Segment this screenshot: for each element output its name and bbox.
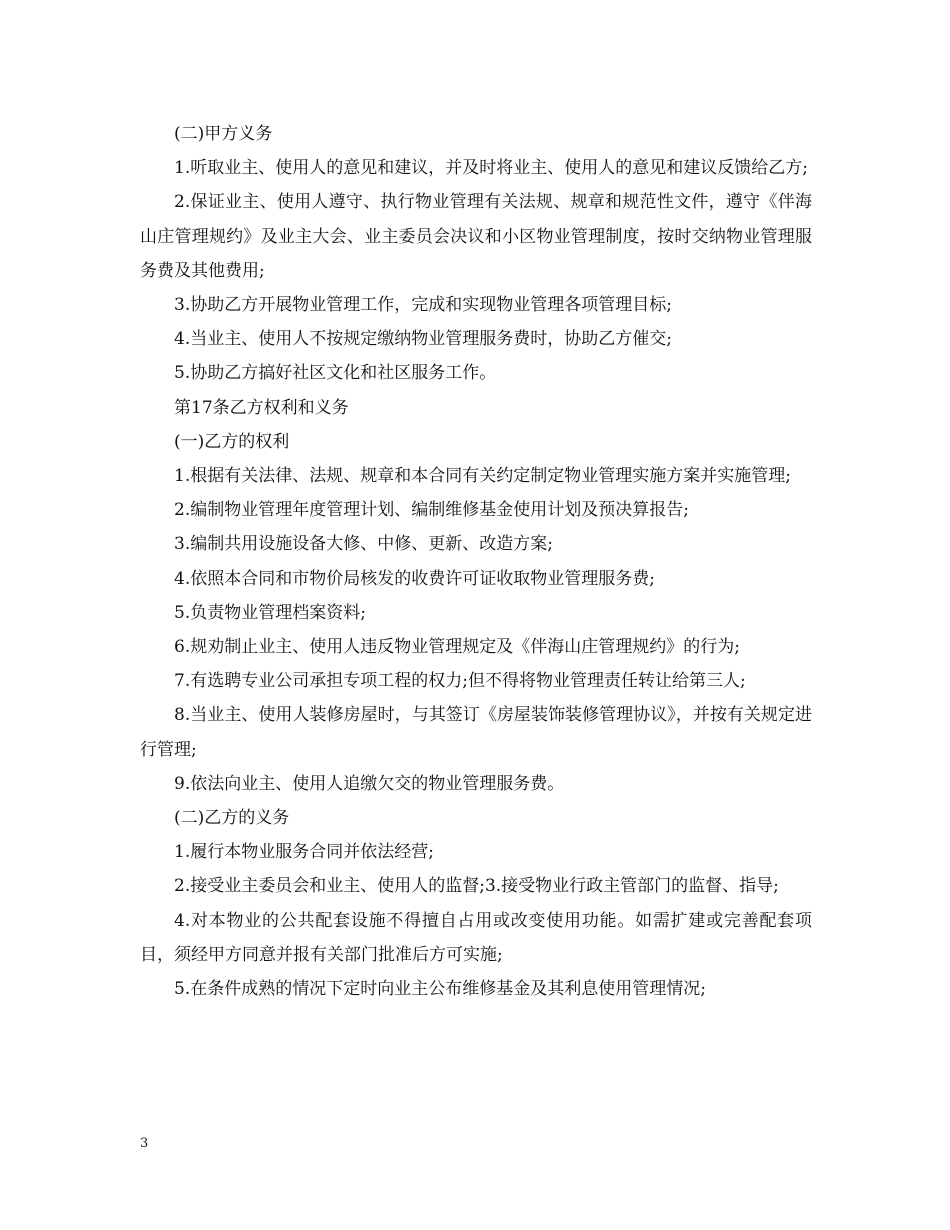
document-body [140, 117, 812, 1006]
paragraph-party-b-right-2: 2.编制物业管理年度管理计划、编制维修基金使用计划及预决算报告; [174, 500, 689, 521]
paragraph-obligations-party-a-heading: (二)甲方义务 [174, 124, 273, 144]
paragraph-party-b-right-3: 3.编制共用设施设备大修、中修、更新、改造方案; [174, 534, 553, 555]
paragraph-party-b-right-5: 5.负责物业管理档案资料; [174, 602, 366, 623]
paragraph-party-b-obligation-2-3: 2.接受业主委员会和业主、使用人的监督;3.接受物业行政主管部门的监督、指导; [174, 876, 779, 897]
paragraph-party-b-obligation-1: 1.履行本物业服务合同并依法经营; [174, 842, 434, 863]
paragraph-party-b-rights-heading: (一)乙方的权利 [174, 431, 290, 452]
paragraph-party-a-obligation-1: 1.听取业主、使用人的意见和建议，并及时将业主、使用人的意见和建议反馈给乙方; [174, 158, 808, 179]
paragraph-party-b-right-8: 8.当业主、使用人装修房屋时，与其签订《房屋装饰装修管理协议》，并按有关规定进行管理; [140, 705, 812, 760]
page-number: 3 [140, 1136, 149, 1151]
paragraph-party-b-obligations-heading: (二)乙方的义务 [174, 808, 290, 829]
paragraph-party-a-obligation-5: 5.协助乙方搞好社区文化和社区服务工作。 [174, 363, 497, 384]
paragraph-party-b-right-1: 1.根据有关法律、法规、规章和本合同有关约定制定物业管理实施方案并实施管理; [174, 466, 791, 487]
article-17-heading: 第17条乙方权利和义务 [174, 397, 349, 418]
paragraph-party-b-obligation-5: 5.在条件成熟的情况下定时向业主公布维修基金及其利息使用管理情况; [174, 979, 706, 1000]
paragraph-party-b-right-4: 4.依照本合同和市物价局核发的收费许可证收取物业管理服务费; [174, 568, 655, 589]
paragraph-party-b-right-9: 9.依法向业主、使用人追缴欠交的物业管理服务费。 [174, 773, 565, 794]
paragraph-party-a-obligation-4: 4.当业主、使用人不按规定缴纳物业管理服务费时，协助乙方催交; [174, 329, 672, 350]
paragraph-party-a-obligation-2: 2.保证业主、使用人遵守、执行物业管理有关法规、规章和规范性文件，遵守《伴海山庄管理规约》及业主大会、业主委员会决议和小区物业管理制度，按时交纳物业管理服务费及其他费用; [140, 192, 812, 281]
paragraph-party-b-obligation-4: 4.对本物业的公共配套设施不得擅自占用或改变使用功能。如需扩建或完善配套项目，须经甲方同意并报有关部门批准后方可实施; [140, 910, 812, 965]
paragraph-party-b-right-7: 7.有选聘专业公司承担专项工程的权力;但不得将物业管理责任转让给第三人; [174, 671, 746, 692]
paragraph-party-b-right-6: 6.规劝制止业主、使用人违反物业管理规定及《伴海山庄管理规约》的行为; [174, 637, 740, 658]
paragraph-party-a-obligation-3: 3.协助乙方开展物业管理工作，完成和实现物业管理各项管理目标; [174, 295, 672, 316]
